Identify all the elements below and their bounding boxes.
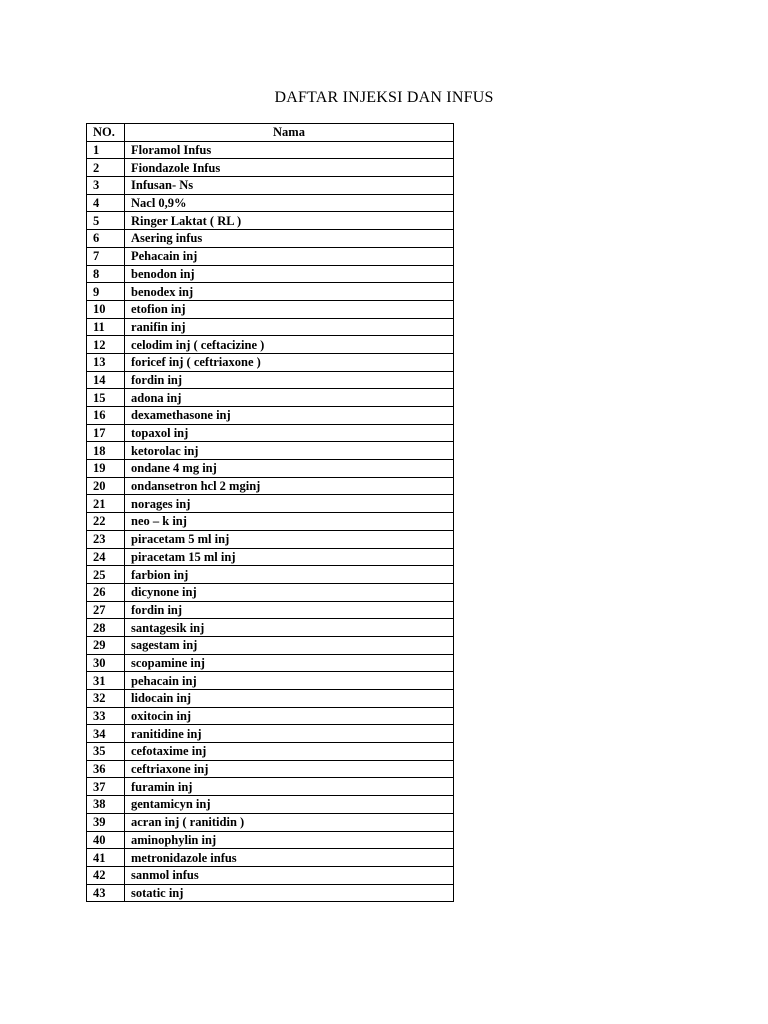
row-number: 33: [87, 707, 125, 725]
table-row: [87, 796, 454, 814]
row-drug-name: cefotaxime inj: [125, 743, 454, 761]
row-number: 36: [87, 760, 125, 778]
row-number: 6: [87, 230, 125, 248]
row-drug-name: Nacl 0,9%: [125, 194, 454, 212]
row-number: 23: [87, 530, 125, 548]
row-drug-name: dexamethasone inj: [125, 407, 454, 425]
table-row: [87, 159, 454, 177]
row-number: 22: [87, 513, 125, 531]
row-drug-name: Ringer Laktat ( RL ): [125, 212, 454, 230]
table-row: [87, 407, 454, 425]
row-number: 16: [87, 407, 125, 425]
row-number: 26: [87, 583, 125, 601]
table-row: [87, 300, 454, 318]
row-drug-name: Pehacain inj: [125, 247, 454, 265]
row-number: 29: [87, 636, 125, 654]
table-row: [87, 583, 454, 601]
row-drug-name: fordin inj: [125, 601, 454, 619]
row-number: 24: [87, 548, 125, 566]
row-drug-name: piracetam 5 ml inj: [125, 530, 454, 548]
row-number: 41: [87, 849, 125, 867]
row-number: 10: [87, 300, 125, 318]
drug-list-table: [86, 123, 454, 902]
row-number: 18: [87, 442, 125, 460]
table-row: [87, 389, 454, 407]
table-row: [87, 230, 454, 248]
table-row: [87, 725, 454, 743]
row-number: 32: [87, 690, 125, 708]
table-row: [87, 336, 454, 354]
table-row: [87, 265, 454, 283]
row-drug-name: Infusan- Ns: [125, 177, 454, 195]
row-drug-name: piracetam 15 ml inj: [125, 548, 454, 566]
table-row: [87, 884, 454, 902]
row-number: 37: [87, 778, 125, 796]
table-row: [87, 194, 454, 212]
row-drug-name: etofion inj: [125, 300, 454, 318]
table-row: [87, 212, 454, 230]
row-drug-name: benodex inj: [125, 283, 454, 301]
table-row: [87, 636, 454, 654]
row-number: 9: [87, 283, 125, 301]
table-row: [87, 460, 454, 478]
row-drug-name: aminophylin inj: [125, 831, 454, 849]
table-row: [87, 283, 454, 301]
row-number: 35: [87, 743, 125, 761]
table-row: [87, 548, 454, 566]
row-number: 5: [87, 212, 125, 230]
row-number: 3: [87, 177, 125, 195]
row-drug-name: norages inj: [125, 495, 454, 513]
table-row: [87, 477, 454, 495]
row-number: 39: [87, 813, 125, 831]
row-drug-name: santagesik inj: [125, 619, 454, 637]
row-drug-name: gentamicyn inj: [125, 796, 454, 814]
table-row: [87, 495, 454, 513]
row-drug-name: acran inj ( ranitidin ): [125, 813, 454, 831]
table-row: [87, 760, 454, 778]
column-header-name: Nama: [125, 124, 454, 142]
row-number: 43: [87, 884, 125, 902]
row-drug-name: oxitocin inj: [125, 707, 454, 725]
document-title: DAFTAR INJEKSI DAN INFUS: [274, 89, 494, 106]
row-drug-name: celodim inj ( ceftacizine ): [125, 336, 454, 354]
row-drug-name: Fiondazole Infus: [125, 159, 454, 177]
table-row: [87, 566, 454, 584]
table-row: [87, 690, 454, 708]
table-row: [87, 707, 454, 725]
row-number: 40: [87, 831, 125, 849]
row-number: 19: [87, 460, 125, 478]
row-number: 15: [87, 389, 125, 407]
table-row: [87, 141, 454, 159]
row-number: 30: [87, 654, 125, 672]
table-row: [87, 619, 454, 637]
row-number: 8: [87, 265, 125, 283]
table-body: [87, 141, 454, 902]
table-header-row: [87, 124, 454, 142]
table-row: [87, 778, 454, 796]
row-drug-name: neo – k inj: [125, 513, 454, 531]
table-row: [87, 424, 454, 442]
table-row: [87, 672, 454, 690]
row-drug-name: ceftriaxone inj: [125, 760, 454, 778]
row-drug-name: lidocain inj: [125, 690, 454, 708]
row-drug-name: sotatic inj: [125, 884, 454, 902]
row-drug-name: Floramol Infus: [125, 141, 454, 159]
row-drug-name: ketorolac inj: [125, 442, 454, 460]
table-row: [87, 371, 454, 389]
row-drug-name: benodon inj: [125, 265, 454, 283]
row-drug-name: farbion inj: [125, 566, 454, 584]
table-row: [87, 318, 454, 336]
row-number: 13: [87, 353, 125, 371]
row-number: 21: [87, 495, 125, 513]
table-row: [87, 743, 454, 761]
row-drug-name: dicynone inj: [125, 583, 454, 601]
row-drug-name: fordin inj: [125, 371, 454, 389]
column-header-no: NO.: [87, 124, 125, 142]
row-number: 11: [87, 318, 125, 336]
row-number: 4: [87, 194, 125, 212]
table-row: [87, 513, 454, 531]
row-drug-name: metronidazole infus: [125, 849, 454, 867]
table-row: [87, 654, 454, 672]
row-drug-name: ranifin inj: [125, 318, 454, 336]
row-drug-name: adona inj: [125, 389, 454, 407]
row-drug-name: foricef inj ( ceftriaxone ): [125, 353, 454, 371]
row-drug-name: sagestam inj: [125, 636, 454, 654]
table-row: [87, 849, 454, 867]
row-drug-name: pehacain inj: [125, 672, 454, 690]
row-number: 28: [87, 619, 125, 637]
row-number: 38: [87, 796, 125, 814]
row-drug-name: ondane 4 mg inj: [125, 460, 454, 478]
row-drug-name: scopamine inj: [125, 654, 454, 672]
table-row: [87, 530, 454, 548]
row-number: 14: [87, 371, 125, 389]
row-drug-name: ondansetron hcl 2 mginj: [125, 477, 454, 495]
row-number: 12: [87, 336, 125, 354]
table-row: [87, 247, 454, 265]
row-drug-name: Asering infus: [125, 230, 454, 248]
row-number: 25: [87, 566, 125, 584]
table-row: [87, 177, 454, 195]
row-drug-name: ranitidine inj: [125, 725, 454, 743]
row-number: 31: [87, 672, 125, 690]
row-drug-name: sanmol infus: [125, 866, 454, 884]
row-number: 7: [87, 247, 125, 265]
row-number: 20: [87, 477, 125, 495]
row-drug-name: furamin inj: [125, 778, 454, 796]
row-number: 34: [87, 725, 125, 743]
table-row: [87, 831, 454, 849]
table-row: [87, 353, 454, 371]
row-drug-name: topaxol inj: [125, 424, 454, 442]
row-number: 27: [87, 601, 125, 619]
table-row: [87, 813, 454, 831]
table-row: [87, 866, 454, 884]
table-row: [87, 601, 454, 619]
row-number: 1: [87, 141, 125, 159]
row-number: 2: [87, 159, 125, 177]
row-number: 17: [87, 424, 125, 442]
table-row: [87, 442, 454, 460]
row-number: 42: [87, 866, 125, 884]
